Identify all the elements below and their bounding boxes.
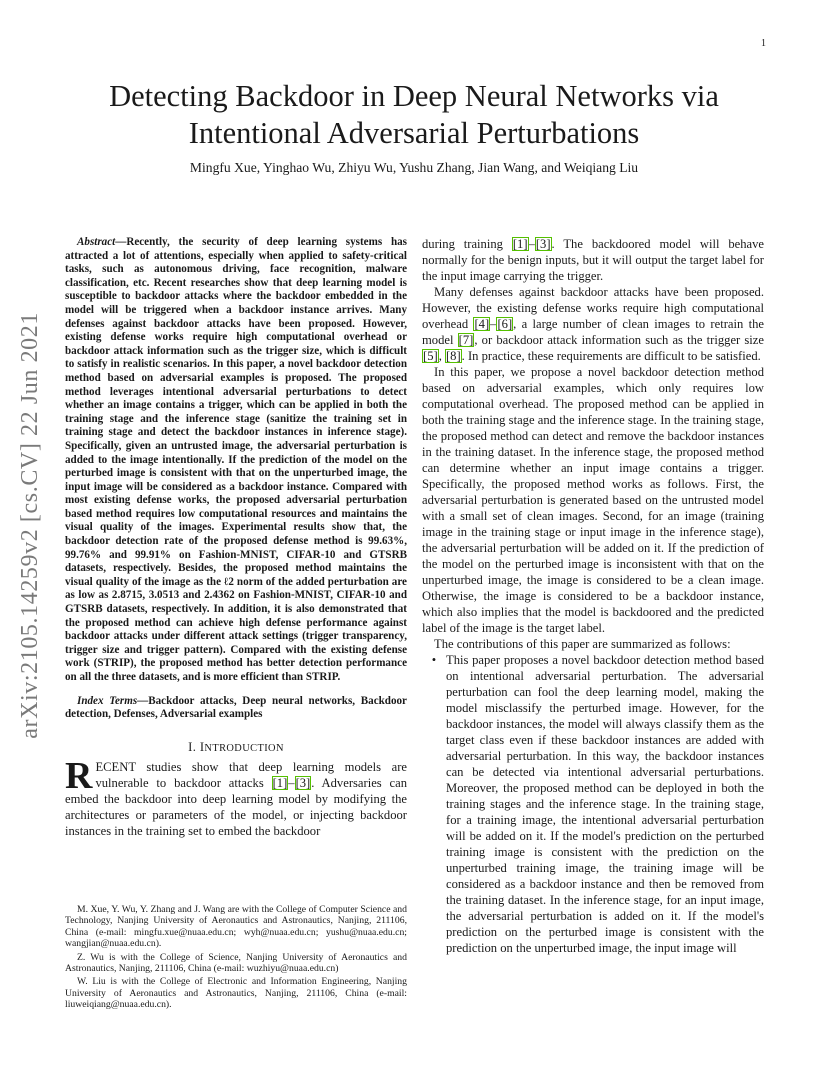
bullet-marker: •	[431, 653, 437, 667]
arxiv-id: arXiv:2105.14259v2 [cs.CV] 22 Jun 2021	[16, 311, 43, 739]
footnote: M. Xue, Y. Wu, Y. Zhang and J. Wang are with the College of Computer Science and Technology, Nanjing University of Aeronautics and Astronautics, Nanjing, 211106, China (e-mail: mingfu.xue@nuaa.edu.cn; wyh@nuaa.edu.cn; yushu@nuaa.edu.cn; wangjian@nuaa.edu.cn).	[65, 904, 407, 950]
citation-link[interactable]: [3]	[535, 237, 551, 251]
citation-link[interactable]: [7]	[458, 333, 474, 347]
footnotes	[65, 904, 407, 1013]
citation-link[interactable]: [1]	[512, 237, 528, 251]
index-terms-text: —Backdoor attacks, Deep neural networks, Backdoor detection, Defenses, Adversarial examples	[65, 694, 407, 721]
citation-link[interactable]: [4]	[474, 317, 490, 331]
title-line-1: Detecting Backdoor in Deep Neural Networks via	[109, 79, 719, 113]
drop-cap: R	[65, 754, 93, 797]
contribution-text: This paper proposes a novel backdoor detection method based on intentional adversarial perturbation. The adversarial perturbation can fool the deep learning model, making the model misclassify the perturbed image. However, for the backdoor instances, the model will always classify them as the target class even if these backdoor instances are added with adversarial perturbation. In this way, the backdoor instances can be detected via intentional adversarial perturbations. Moreover, the proposed method can be deployed in both the training stages and the inference stage. In the training stage, for a training image, the intentional adversarial perturbation will be added on it. If the model's prediction on the perturbed training image is consistent with the prediction on the unperturbed training image, the training image will be considered as a backdoor instance and then be removed from the training dataset. In the inference stage, for an input image, the adversarial perturbation is added on it. If the model's prediction on the perturbed image is consistent with the prediction on the unperturbed image, the input image will	[446, 653, 764, 955]
body-paragraph: during training [1]–[3]. The backdoored model will behave normally for the benign inputs, but it will output the target label for the input image carrying the trigger.	[422, 237, 764, 283]
left-column	[65, 236, 407, 839]
citation-link[interactable]: [1]	[272, 775, 288, 790]
citation-link[interactable]: [3]	[295, 775, 311, 790]
contribution-item	[422, 652, 764, 956]
index-terms	[65, 695, 407, 722]
arxiv-watermark	[10, 290, 50, 760]
citation-link[interactable]: [5]	[423, 349, 438, 363]
footnote: Z. Wu is with the College of Science, Nanjing University of Aeronautics and Astronautics, Nanjing, 211106, China (e-mail: wuzhiyu@nuaa.edu.cn)	[65, 951, 407, 975]
citation-link[interactable]: [6]	[497, 317, 513, 331]
body-paragraph: The contributions of this paper are summarized as follows:	[434, 637, 731, 651]
abstract	[65, 236, 407, 685]
intro-paragraph-1: RECENT studies show that deep learning models are vulnerable to backdoor attacks [1]–[3]. Adversaries can embed the backdoor into deep learning model by modifying the architectures or parameters of the model, or injecting backdoor instances in the training set to embed the backdoor	[65, 754, 407, 838]
footnote: W. Liu is with the College of Electronic and Information Engineering, Nanjing University of Aeronautics and Astronautics, Nanjing, 211106, China (e-mail: liuweiqiang@nuaa.edu.cn).	[65, 976, 407, 1011]
index-terms-label: Index Terms	[77, 694, 138, 707]
abstract-label: Abstract	[77, 236, 116, 248]
body-paragraph: Many defenses against backdoor attacks have been proposed. However, the existing defense works require high computational overhead [4]–[6], a large number of clean images to retrain the model [7], or backdoor attack information such as the trigger size [5], [8]. In practice, these requirements are difficult to be satisfied.	[422, 285, 764, 363]
body-paragraph: In this paper, we propose a novel backdoor detection method based on adversarial examples, which only requires low computational overhead. The proposed method can be applied in both the training stage and the inference stage. In the training stage, the proposed method can detect and remove the backdoor instances in the training dataset. In the inference stage, the proposed method can determine whether an input image contains a trigger. Specifically, the proposed method works as follows. First, the adversarial perturbation is generated based on the untrusted model with a small set of clean images. Second, for an image (training image in the training stage or input image in the inference stage), the adversarial perturbation will be added on it. If the prediction of the model on the perturbed image is inconsistent with that on the unperturbed image, the image is considered to be a clean image. Otherwise, the image is considered to be a backdoor instance, which also implies that the model is backdoored and the predicted label of the image is the target label.	[422, 365, 764, 635]
title-line-2: Intentional Adversarial Perturbations	[188, 116, 640, 150]
page-number: 1	[761, 38, 766, 49]
paper-title	[60, 78, 768, 152]
section-heading-introduction: I. INTRODUCTION	[188, 739, 284, 754]
author-list: Mingfu Xue, Yinghao Wu, Zhiyu Wu, Yushu Zhang, Jian Wang, and Weiqiang Liu	[189, 160, 639, 175]
right-column	[422, 236, 764, 956]
citation-link[interactable]: [8]	[445, 349, 461, 363]
abstract-text: —Recently, the security of deep learning systems has attracted a lot of attentions, especially when applied to safety-critical tasks, such as autonomous driving, face recognition, malware classification, etc. Recent researches show that deep learning model is susceptible to backdoor attacks where the backdoor embedded in the model will be triggered when a backdoor instance arrives. Many defenses against backdoor attacks have been proposed. However, existing defense works require high computational overhead or backdoor attack information such as the trigger size, which is difficult to satisfy in realistic scenarios. In this paper, a novel backdoor detection method based on adversarial examples is proposed. The proposed method leverages intentional adversarial perturbations to detect whether an image contains a trigger, which can be applied in both the training stage and the inference stage (sanitize the training set in training stage and detect the backdoor instances in inference stage). Specifically, given an untrusted image, the adversarial perturbation is added to the image intentionally. If the prediction of the model on the perturbed image is consistent with that on the unperturbed image, the input image will be considered as a backdoor instance. Compared with most existing defense works, the proposed adversarial perturbation based method requires low computational resources and maintains the visual quality of the images. Experimental results show that, the backdoor detection rate of the proposed defense method is 99.63%, 99.76% and 99.91% on Fashion-MNIST, CIFAR-10 and GTSRB datasets, respectively. Besides, the proposed method maintains the visual quality of the image as the ℓ2 norm of the added perturbation are as low as 2.8715, 3.0513 and 2.4362 on Fashion-MNIST, CIFAR-10 and GTSRB datasets, respectively. In addition, it is also demonstrated that the proposed method can achieve high defense performance against backdoor attacks under different attack settings (trigger transparency, trigger size and trigger pattern). Compared with the existing defense work (STRIP), the proposed method has better detection performance on all the three datasets, and is more efficient than STRIP.	[65, 236, 407, 683]
